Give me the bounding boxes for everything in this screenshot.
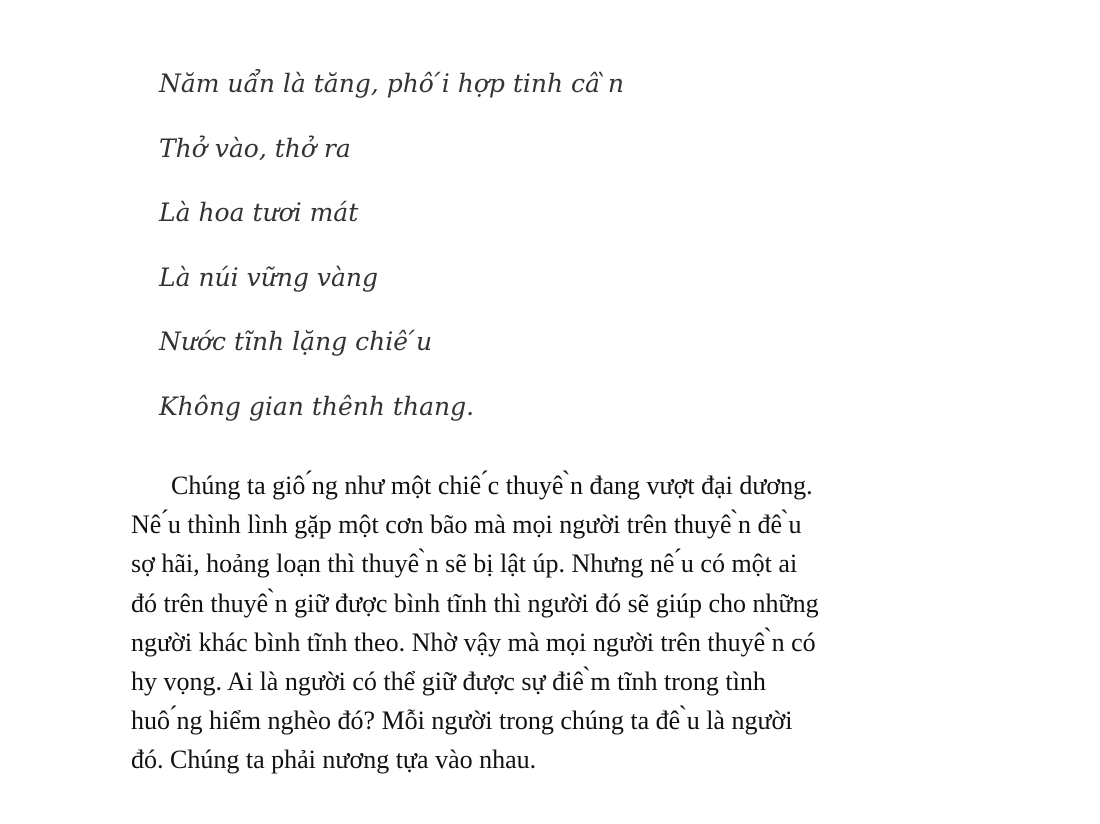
poem-line: Là núi vững vàng	[159, 262, 379, 292]
poem-line: Thở vào, thở ra	[159, 133, 351, 163]
poem-line: Năm uẩn là tăng, phô ́i hợp tinh câ ̀n	[159, 69, 624, 98]
poem-line: Không gian thênh thang.	[159, 391, 475, 421]
paragraph-line: Chúng ta giô ́ng như một chiê ́c thuyê ̀n đang vượt đại dương.	[171, 471, 813, 500]
paragraph-line: huô ́ng hiểm nghèo đó? Mỗi người trong chúng ta đê ̀u là người	[131, 706, 793, 736]
paragraph-line: Nê ́u thình lình gặp một cơn bão mà mọi người trên thuyê ̀n đê ̀u	[131, 510, 802, 540]
poem-line: Là hoa tươi mát	[159, 198, 359, 227]
paragraph-line: sợ hãi, hoảng loạn thì thuyê ̀n sẽ bị lật úp. Nhưng nê ́u có một ai	[131, 549, 798, 579]
body-paragraph	[131, 466, 961, 780]
paragraph-line: người khác bình tĩnh theo. Nhờ vậy mà mọi người trên thuyê ̀n có	[131, 627, 816, 657]
paragraph-line: hy vọng. Ai là người có thể giữ được sự điê ̀m tĩnh trong tình	[131, 666, 766, 696]
poem-line: Nước tĩnh lặng chiê ́u	[159, 327, 433, 356]
paragraph-line: đó trên thuyê ̀n giữ được bình tĩnh thì người đó sẽ giúp cho những	[131, 588, 819, 618]
paragraph-line: đó. Chúng ta phải nương tựa vào nhau.	[131, 745, 537, 775]
poem-stanza	[159, 66, 859, 453]
